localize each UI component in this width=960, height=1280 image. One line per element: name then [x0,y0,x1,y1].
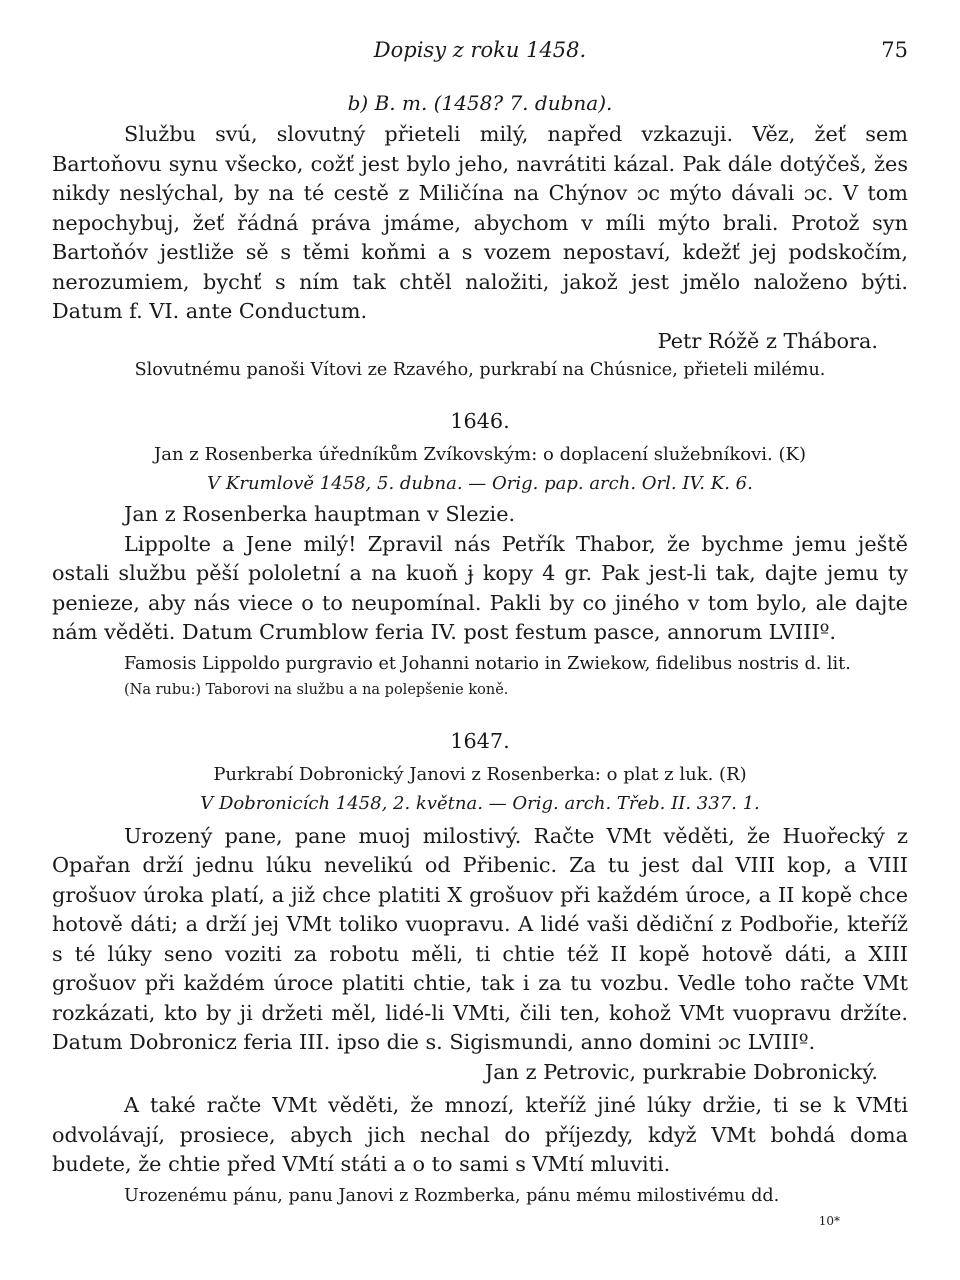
letter-b-heading: b) B. m. (1458? 7. dubna). [347,91,613,115]
document-1646-summary: Jan z Rosenberka úředníkům Zvíkovským: o doplacení služebníkovi. (K) [154,444,806,465]
document-1647-body: Urozený pane, pane muoj milostivý. Račte VMt věděti, že Huořecký z Opařan drží jednu lúku nevelikú od Přibenic. Za tu jest dal VIII kop, a VIII grošuov úroka platí, a již chce platiti X grošuov při každém úroce, a II kopě chce hotově dáti; a drží jej VMt toliko vuopravu. A lidé vaši dědiční z Podbořie, kteříž s té lúky seno voziti za robotu měli, ti chtie též II kopě hotově dáti, a XIII grošuov při každém úroce platiti chtie, tak i za tu vozbu. Vedle toho račte VMt rozkázati, kto by ji držeti měl, lidé-li VMti, čili ten, kohož VMt vuopravu držíte. Datum Dobronicz feria III. ipso die s. Sigismundi, anno domini ɔc LVIIIº. [52,823,908,1054]
document-1646 [52,406,908,702]
page-number: 75 [881,38,908,62]
signature-mark: 10* [818,1213,840,1228]
document-1647-summary: Purkrabí Dobronický Janovi z Rosenberka: o plat z luk. (R) [213,763,747,785]
document-1646-salutation: Jan z Rosenberka hauptman v Slezie. [124,502,516,526]
document-1647-number: 1647. [450,728,510,753]
document-1647 [52,726,908,1210]
document-1647-source: V Dobronicích 1458, 2. května. — Orig. arch. Třeb. II. 337. 1. [200,792,760,814]
letter-b-body: Službu svú, slovutný přieteli milý, napřed vzkazuji. Věz, žeť sem Bartoňovu synu všecko, cožť jest bylo jeho, navrátiti kázal. Pak dále dotýčeš, žes nikdy neslýchal, by na té cestě z Miličína na Chýnov ɔc mýto dávali ɔc. V tom nepochybuj, žeť řádná práva jmáme, abychom v míli mýto brali. Protož syn Bartoňóv jestliže sě s těmi koňmi a s vozem nepostaví, kdežť jej podskočím, nerozumiem, bychť s ním tak chtěl naložiti, jakož jest jmělo naloženo býti. Datum f. VI. ante Conductum. [52,122,908,323]
letter-b-signature: Petr Róžě z Thábora. [657,328,878,353]
document-1646-note: (Na rubu:) Taborovi na službu a na polepšenie koně. [124,681,509,698]
document-1647-postscript: A také račte VMt věděti, že mnozí, kteříž jiné lúky držie, ti se k VMti odvolávají, prosiece, abych jich nechal do příjezdy, když VMt bohdá doma budete, že chtie před VMtí státi a o to sami s VMtí mluviti. [52,1093,908,1176]
document-1646-source: V Krumlově 1458, 5. dubna. — Orig. pap. arch. Orl. IV. K. 6. [207,473,753,494]
document-1647-signature: Jan z Petrovic, purkrabie Dobronický. [484,1059,878,1084]
document-1647-address: Urozenému pánu, panu Janovi z Rozmberka, pánu mému milostivému dd. [124,1185,780,1206]
document-1646-number: 1646. [450,409,510,433]
letter-b-address: Slovutnému panoši Vítovi ze Rzavého, purkrabí na Chúsnice, přieteli milému. [134,360,826,380]
document-1646-address: Famosis Lippoldo purgravio et Johanni notario in Zwiekow, fidelibus nostris d. lit. [124,653,851,674]
document-1646-body: Lippolte a Jene milý! Zpravil nás Petřík Thabor, že bychme jemu ještě ostali službu pěší pololetní a na kuoň ɉ kopy 4 gr. Pak jest-li tak, dajte jemu ty penieze, aby nás viece o to neupomínal. Pakli by co jiného v tom bylo, ale dajte nám věděti. Datum Crumblow feria IV. post festum pasce, annorum LVIIIº. [52,531,908,644]
running-head: Dopisy z roku 1458. [373,38,587,62]
letter-b [52,88,908,384]
page-header [52,38,908,68]
page-content [52,88,908,1228]
